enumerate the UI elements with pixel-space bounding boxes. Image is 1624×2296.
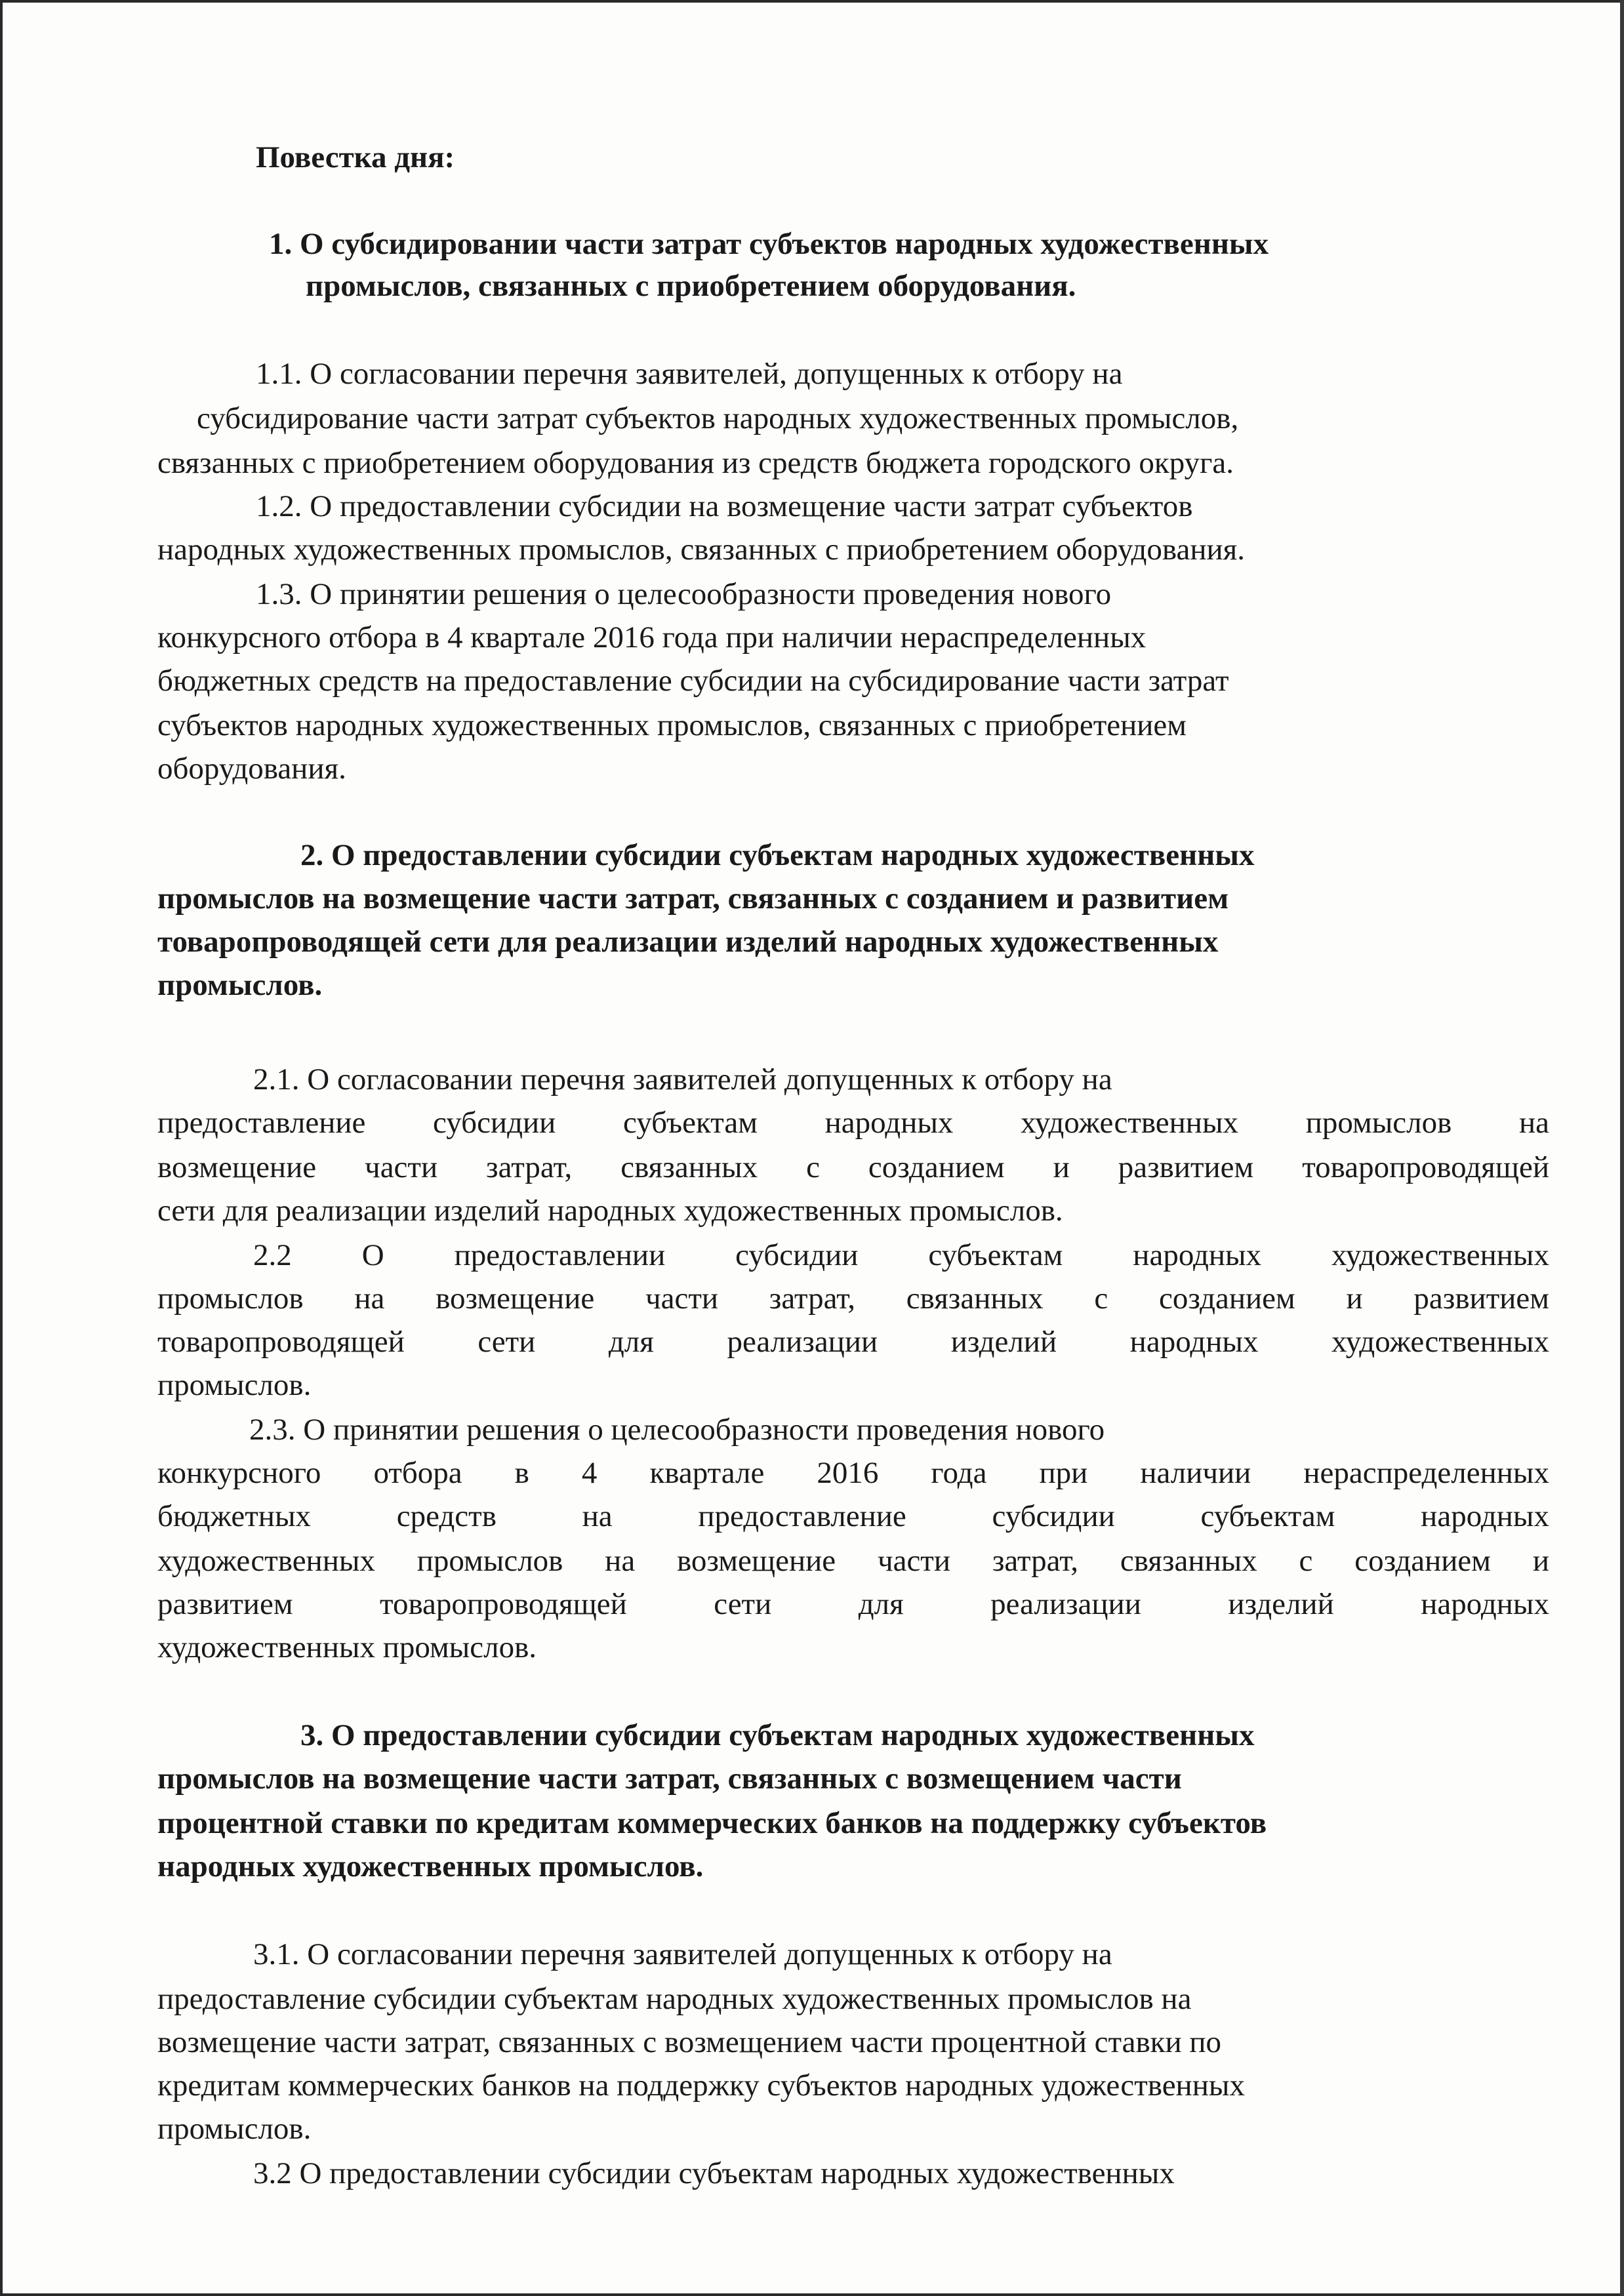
item3-heading-line3: процентной ставки по кредитам коммерческих банков на поддержку субъектов — [157, 1806, 1267, 1840]
item3-heading-line4: народных художественных промыслов. — [157, 1849, 704, 1883]
item3-1-line2: предоставление субсидии субъектам народных художественных промыслов на — [157, 1982, 1192, 2016]
item1-1-line3: связанных с приобретением оборудования из средств бюджета городского округа. — [157, 446, 1234, 480]
item2-heading-line3: товаропроводящей сети для реализации изделий народных художественных — [157, 925, 1219, 959]
item1-2-line2: народных художественных промыслов, связанных с приобретением оборудования. — [157, 533, 1246, 567]
item1-1-line1: 1.1. О согласовании перечня заявителей, допущенных к отбору на — [256, 357, 1123, 391]
item2-3-line1: 2.3. О принятии решения о целесообразности проведения нового — [249, 1413, 1105, 1447]
item1-3-line3: бюджетных средств на предоставление субсидии на субсидирование части затрат — [157, 664, 1229, 698]
item2-2-line4: промыслов. — [157, 1368, 312, 1402]
item2-3-line6: художественных промыслов. — [157, 1630, 537, 1664]
item3-heading-line1: 3. О предоставлении субсидии субъектам народных художественных — [300, 1718, 1255, 1752]
item2-heading-line4: промыслов. — [157, 968, 323, 1002]
item2-1-line3: возмещение части затрат, связанных с созданием и развитием товаропроводящей — [157, 1150, 1549, 1184]
item3-1-line4: кредитам коммерческих банков на поддержку субъектов народных удожественных — [157, 2068, 1245, 2103]
item3-heading-line2: промыслов на возмещение части затрат, связанных с возмещением части — [157, 1762, 1182, 1796]
item1-3-line5: оборудования. — [157, 752, 346, 786]
item2-2-line3: товаропроводящей сети для реализации изделий народных художественных — [157, 1325, 1549, 1359]
item2-1-line2: предоставление субсидии субъектам народных художественных промыслов на — [157, 1106, 1549, 1140]
item2-2-line2: промыслов на возмещение части затрат, связанных с созданием и развитием — [157, 1281, 1549, 1316]
item1-1-line2: субсидирование части затрат субъектов народных художественных промыслов, — [197, 401, 1239, 435]
item3-2-line1: 3.2 О предоставлении субсидии субъектам народных художественных — [253, 2156, 1175, 2190]
item2-1-line4: сети для реализации изделий народных художественных промыслов. — [157, 1194, 1063, 1228]
item2-heading-line2: промыслов на возмещение части затрат, связанных с созданием и развитием — [157, 881, 1229, 916]
item2-3-line5: развитием товаропроводящей сети для реализации изделий народных — [157, 1587, 1549, 1621]
item3-1-line5: промыслов. — [157, 2112, 312, 2146]
item1-3-line2: конкурсного отбора в 4 квартале 2016 года при наличии нераспределенных — [157, 620, 1147, 655]
item2-3-line3: бюджетных средств на предоставление субсидии субъектам народных — [157, 1499, 1549, 1533]
item2-1-line1: 2.1. О согласовании перечня заявителей допущенных к отбору на — [253, 1062, 1112, 1097]
scan-edge-right — [1620, 0, 1624, 2296]
item3-1-line1: 3.1. О согласовании перечня заявителей допущенных к отбору на — [253, 1937, 1112, 1971]
item2-3-line2: конкурсного отбора в 4 квартале 2016 года при наличии нераспределенных — [157, 1456, 1549, 1490]
item1-2-line1: 1.2. О предоставлении субсидии на возмещение части затрат субъектов — [256, 489, 1193, 523]
item1-heading-line1: 1. О субсидировании части затрат субъектов народных художественных — [269, 227, 1269, 261]
item3-1-line3: возмещение части затрат, связанных с возмещением части процентной ставки по — [157, 2025, 1222, 2059]
item1-3-line4: субъектов народных художественных промыслов, связанных с приобретением — [157, 708, 1187, 742]
agenda-title: Повестка дня: — [256, 140, 455, 174]
item2-3-line4: художественных промыслов на возмещение части затрат, связанных с созданием и — [157, 1544, 1549, 1578]
item2-heading-line1: 2. О предоставлении субсидии субъектам народных художественных — [300, 838, 1255, 872]
item1-3-line1: 1.3. О принятии решения о целесообразности проведения нового — [256, 577, 1112, 611]
item2-2-line1: 2.2 О предоставлении субсидии субъектам народных художественных — [253, 1238, 1549, 1272]
scan-edge-top — [0, 0, 1624, 3]
item1-heading-line2: промыслов, связанных с приобретением оборудования. — [306, 269, 1076, 303]
